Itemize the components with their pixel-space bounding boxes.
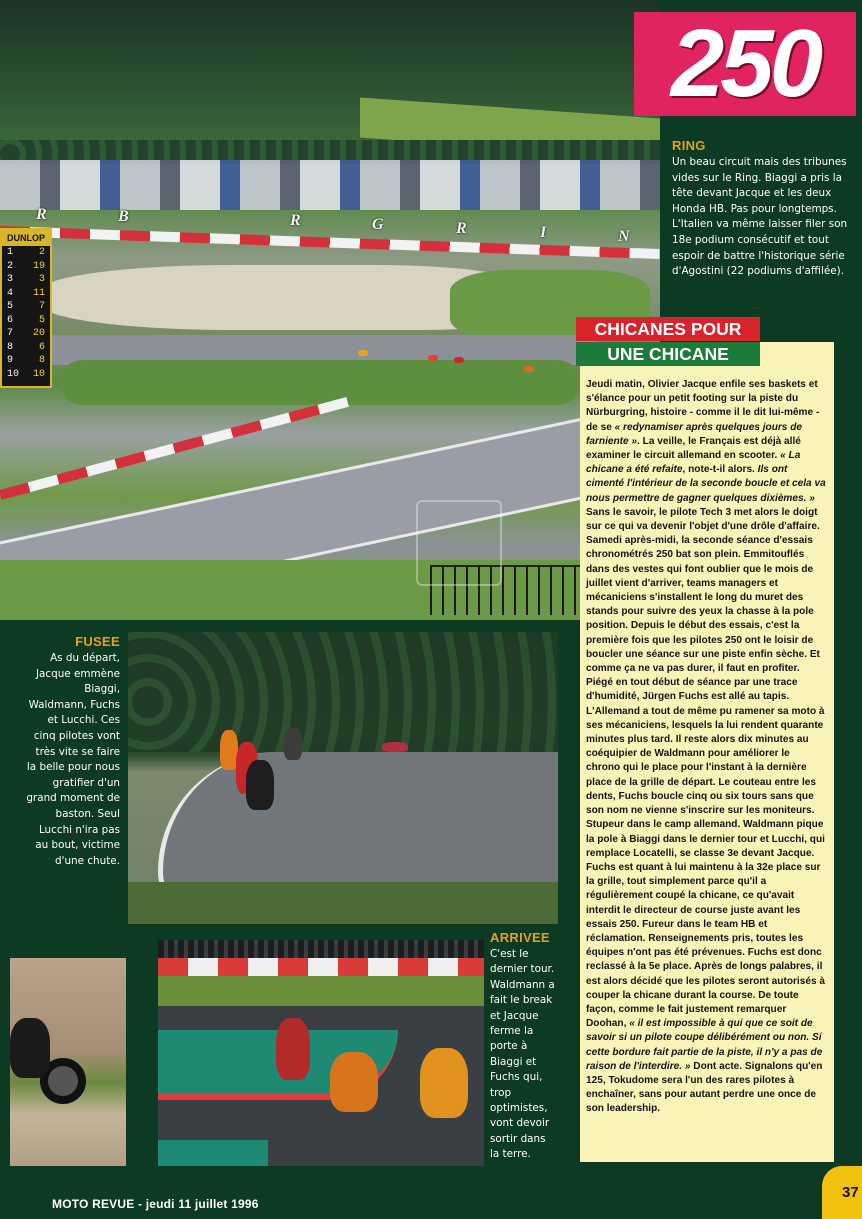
- article-text: Sans le savoir, le pilote Tech 3 met alors le doigt sur ce qui va devenir l'objet d'une drôle d'affaire.: [586, 506, 820, 533]
- sign-letter: R: [456, 220, 467, 237]
- headline-line-2: UNE CHICANE: [576, 342, 760, 366]
- grass-patch: [128, 882, 558, 924]
- timing-row: 3 3: [7, 274, 45, 285]
- timing-row: 5 7: [7, 301, 45, 312]
- article-paragraph: [586, 534, 826, 1116]
- sign-letter: R: [290, 212, 301, 229]
- rider: [246, 760, 274, 810]
- headline-line-1: CHICANES POUR: [576, 317, 760, 341]
- article-quote: « il est impossible à qui que ce soit de savoir si un pilote coupe délibérément ou non. Si cette bordure fait partie de la piste, il n'y a pas de raison de l'interdire. »: [586, 1018, 823, 1072]
- page-number: 37: [842, 1184, 859, 1201]
- rider: [358, 350, 368, 356]
- rider: [382, 742, 408, 752]
- grass-patch: [60, 360, 580, 405]
- sign-letter: N: [618, 228, 630, 245]
- article-text: Samedi après-midi, la seconde séance d'essais chronométrés 250 bat son plein. Emmitouflés dans des vestes qui font oublier que le mois de juillet vient d'arriver, teams managers et mécaniciens s'installent le long du muret des stands pour suivre des yeux la chasse à la pole position. Depuis le début des essais, c'est la première fois que les pilotes 250 ont le loisir de boucler une séance sur une piste enfin sèche. Et comme ça ne va pas durer, il faut en profiter. Piégé en tout début de séance par une trace d'humidité, Jürgen Fuchs est allé au tapis. L'Allemand a tout de même pu ramener sa moto à ses mécaniciens, lesquels la lui rendent quarante minutes plus tard. Il reste alors dix minutes au coéquipier de Waldmann pour améliorer le chrono qui le place pour l'instant à la dernière place de la grille de départ. Le couteau entre les dents, Fuchs boucle cinq ou six tours sans que son nom ne vienne s'inscrire sur les moniteurs. Stupeur dans le camp allemand. Waldmann pique la pole à Biaggi dans le dernier tour et Lucchi, qui remplace Locatelli, se classe 3e devant Jacque. Fuchs est quant à lui maintenu à la 32e place sur la grille, tout simplement parce qu'il a régulièrement coupé la chicane, ce qu'avait interdit le directeur de course juste avant les essais 250. Fureur dans le team HB et réclamation. Renseignements pris, toutes les équipes n'ont pas été prévenues. Fuchs est donc reclassé à la 5e place. Après de longs palabres, il est alors décidé que les pilotes seront autorisés à couper la chicane durant la course. De toute façon, comme le fait justement remarquer Doohan,: [586, 535, 825, 1030]
- caption-arrivee: [490, 930, 556, 1163]
- caption-fusee: [24, 634, 120, 869]
- article-text: . La veille, le Français est déjà allé examiner le circuit allemand en scooter.: [586, 435, 801, 462]
- crowd: [158, 940, 484, 958]
- rider: [428, 355, 438, 361]
- crash-photo: [10, 958, 126, 1166]
- article-text: Jeudi matin, Olivier Jacque enfile ses baskets et s'élance pour un petit footing sur la piste du Nürburgring, histoire - comme il le dit lui-même - de se: [586, 379, 820, 433]
- sign-letter: B: [118, 208, 129, 225]
- article-quote: « redynamiser après quelques jours de farniente »: [586, 421, 802, 447]
- kerb-stripe: [0, 226, 660, 259]
- finish-photo: [158, 940, 484, 1166]
- race-start-photo: [128, 632, 558, 924]
- sign-letter: G: [372, 216, 384, 233]
- dunlop-logo: DUNLOP: [2, 230, 50, 246]
- sign-letter: R: [36, 206, 47, 223]
- caption-ring: [672, 138, 852, 280]
- rider: [330, 1052, 378, 1112]
- kerb-stripe: [158, 958, 484, 976]
- grass-patch: [158, 976, 484, 1006]
- forest-background: [128, 632, 558, 752]
- rider: [284, 728, 302, 760]
- article-body: [580, 342, 834, 1162]
- rider: [276, 1018, 310, 1080]
- sign-letter: I: [540, 224, 547, 241]
- grandstands: [0, 160, 660, 210]
- timing-row: 4 11: [7, 287, 45, 299]
- badge-number: 250: [670, 10, 820, 117]
- rider: [10, 1018, 50, 1078]
- timing-row: 6 5: [7, 314, 45, 326]
- magazine-footer: MOTO REVUE - jeudi 11 juillet 1996: [52, 1197, 259, 1211]
- timing-row: 9 8: [7, 355, 45, 366]
- caption-title: RING: [672, 138, 706, 153]
- caption-title: FUSEE: [75, 634, 120, 649]
- article-paragraph: [586, 378, 826, 534]
- rider: [454, 357, 464, 363]
- watermark-logo: [416, 500, 502, 586]
- caption-text: As du départ, Jacque emmène Biaggi, Waldmann, Fuchs et Lucchi. Ces cinq pilotes vont très vite se faire la belle pour nous gratifier d'un grand moment de baston. Seul Lucchi n'ira pas au bout, victime d'une chute.: [26, 652, 120, 867]
- caption-text: C'est le dernier tour. Waldmann a fait le break et Jacque ferme la porte à Biaggi et Fuchs qui, trop optimistes, vont devoir sortir dans la terre.: [490, 948, 555, 1161]
- timing-row: 8 6: [7, 341, 45, 353]
- timing-row: 1 2: [7, 247, 45, 258]
- caption-text: Un beau circuit mais des tribunes vides sur le Ring. Biaggi a pris la tête devant Jacque et les deux Honda HB. Pas pour longtemps. L'Italien va même laisser filer son 18e podium consécutif et tout espoir de battre l'historique série d'Agostini (22 podiums d'affilée).: [672, 156, 848, 278]
- article-text: Dont acte. Signalons qu'en 125, Tokudome sera l'un des rares pilotes à enchaîner, sans pour autant perdre une once de son leadership.: [586, 1060, 823, 1115]
- article-text: , note-t-il alors.: [682, 464, 758, 476]
- article-quote: « La chicane a été refaite: [586, 450, 801, 476]
- timing-tower: [0, 228, 52, 388]
- chicane-kerb: [158, 1140, 268, 1166]
- timing-row: 2 19: [7, 260, 45, 272]
- category-badge: [634, 12, 856, 116]
- article-quote: Ils ont cimenté l'intérieur de la seconde boucle et cela va nous permettre de gagner quelques dixièmes. »: [586, 464, 826, 504]
- rider: [420, 1048, 468, 1118]
- timing-row: 7 20: [7, 328, 45, 339]
- timing-row: 10 10: [7, 368, 45, 380]
- rider: [524, 366, 534, 372]
- circuit-photo: [0, 0, 660, 620]
- gravel-trap: [40, 265, 520, 330]
- caption-title: ARRIVEE: [490, 930, 550, 945]
